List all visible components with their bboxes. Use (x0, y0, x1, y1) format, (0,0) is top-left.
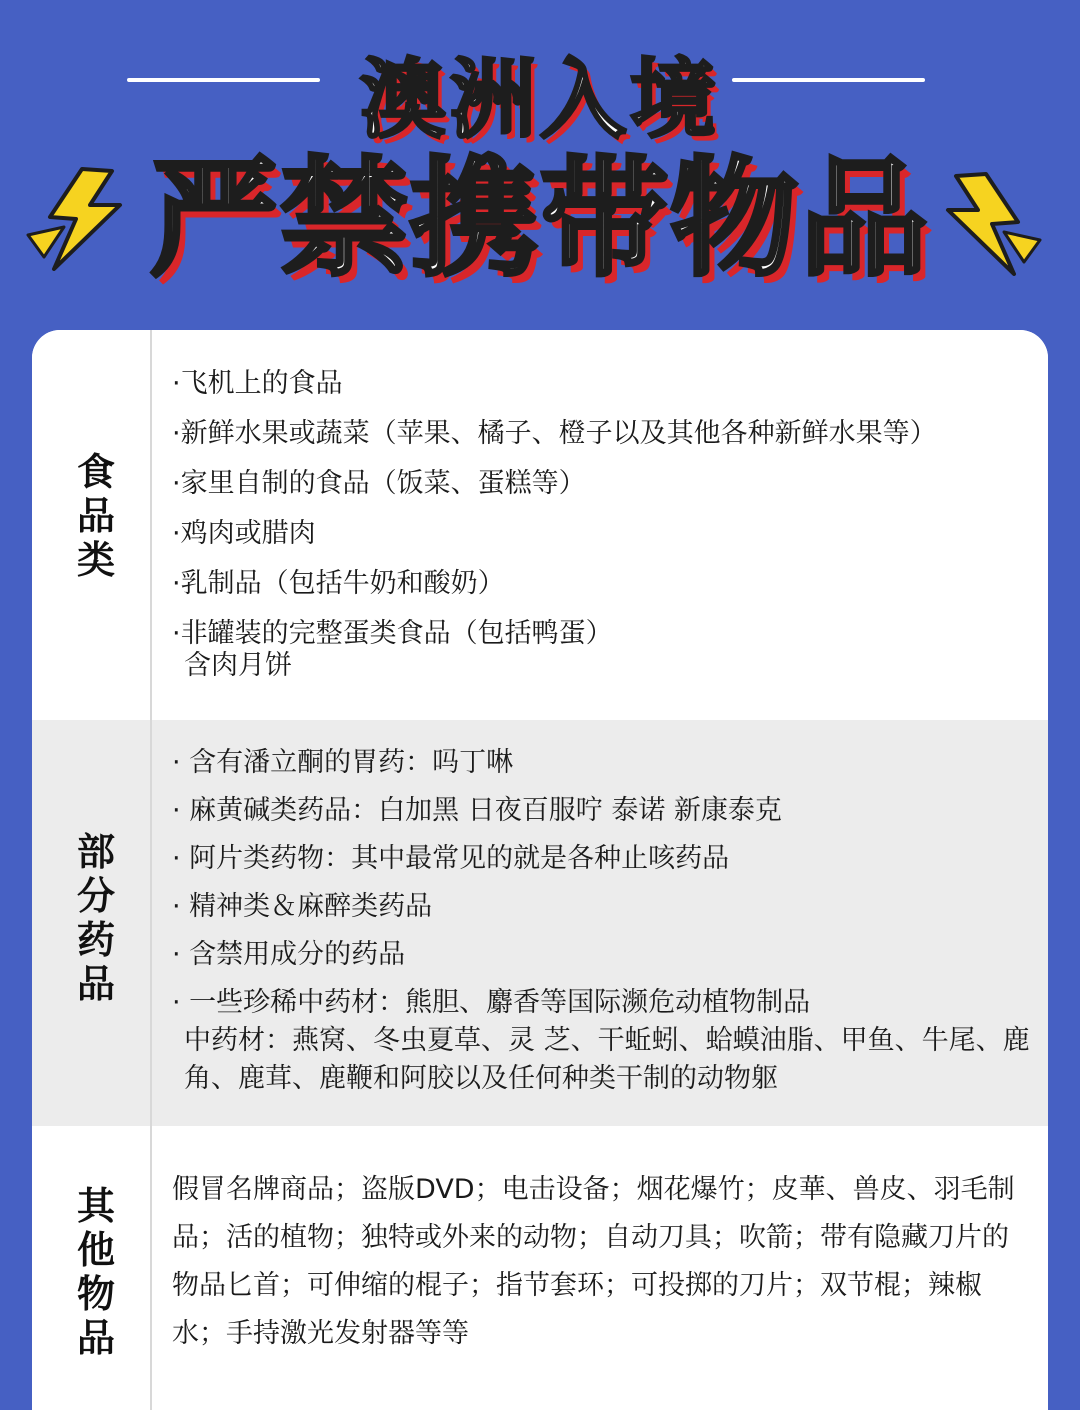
title-line-2: 严禁携带物品 (149, 145, 930, 294)
list-item-subtext: 含肉月饼 (184, 650, 292, 681)
medicine-category-label: 部分药品 (76, 830, 115, 1006)
other-item-text: 假冒名牌商品；盗版DVD；电击设备；烟花爆竹；皮華、兽皮、羽毛制品；活的植物；独特或外来的动物；自动刀具；吹箭；带有隐藏刀片的物品匕首；可伸缩的棍子；指节套环；可投掷的刀片；双节棍；辣椒水；手持激光发射器等等 (172, 1174, 1015, 1349)
medicine-section (32, 720, 1048, 1126)
list-item: ·鸡肉或腊肉 (172, 518, 316, 549)
list-item: · 麻黄碱类药品：白加黑 日夜百服咛 泰诺 新康泰克 (172, 795, 782, 826)
list-item: ·乳制品（包括牛奶和酸奶） (172, 568, 505, 599)
list-item (172, 618, 1032, 698)
list-item-text: ·非罐装的完整蛋类食品（包括鸭蛋） (172, 618, 613, 649)
list-item: · 精神类＆麻醉类药品 (172, 891, 433, 922)
list-item-text: · 一些珍稀中药材：熊胆、麝香等国际濒危动植物制品 (172, 987, 811, 1018)
medicine-item-list (172, 744, 1032, 1104)
title-line-1: 澳洲入境 (360, 50, 720, 150)
header (0, 0, 1080, 330)
list-item-subtext: 中药材：燕窝、冬虫夏草、灵 芝、干蚯蚓、蛤蟆油脂、甲鱼、牛尾、鹿角、鹿茸、鹿鞭和阿胶以及任何种类干制的动物躯 (184, 1025, 1030, 1094)
column-divider (150, 330, 152, 1410)
other-category-label: 其他物品 (76, 1184, 115, 1360)
other-section (32, 1126, 1048, 1410)
list-item: · 阿片类药物：其中最常见的就是各种止咳药品 (172, 843, 730, 874)
food-category-label: 食品类 (76, 450, 115, 582)
food-section (32, 330, 1048, 720)
prohibited-items-card (32, 330, 1048, 1410)
list-item (172, 984, 1032, 1104)
food-item-list (172, 368, 1032, 698)
list-item: · 含有潘立酮的胃药：吗丁啉 (172, 747, 514, 778)
list-item: ·飞机上的食品 (172, 368, 343, 399)
list-item: ·新鲜水果或蔬菜（苹果、橘子、橙子以及其他各种新鲜水果等） (172, 418, 937, 449)
list-item: ·家里自制的食品（饭菜、蛋糕等） (172, 468, 586, 499)
list-item: · 含禁用成分的药品 (172, 939, 406, 970)
